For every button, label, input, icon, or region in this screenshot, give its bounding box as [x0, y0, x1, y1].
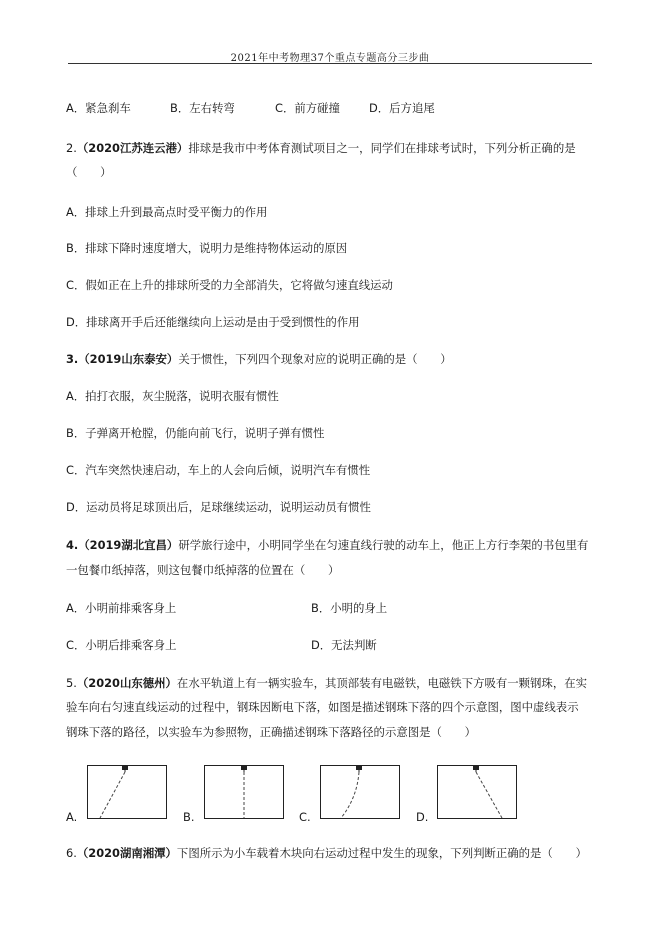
header-divider	[68, 63, 592, 64]
q2-option-b: B．排球下降时速度增大，说明力是维持物体运动的原因	[66, 241, 348, 255]
q1-option-a: A．紧急刹车	[66, 101, 131, 115]
drop-path-d	[476, 772, 502, 818]
q5-number: 5.	[66, 676, 77, 690]
q2-source: （2020江苏连云港）	[76, 141, 189, 155]
q4-number: 4.	[66, 538, 79, 552]
q4-stem-text-1: 研学旅行途中，小明同学坐在匀速直线行驶的动车上，他正上方行李架的书包里有	[178, 538, 589, 552]
q1-option-c: C．前方碰撞	[275, 101, 340, 115]
q2-option-a: A．排球上升到最高点时受平衡力的作用	[66, 205, 268, 219]
q5-diagram-a	[87, 765, 167, 819]
q5-diagram-a-svg	[88, 766, 166, 818]
q3-option-a: A．拍打衣服，灰尘脱落，说明衣服有惯性	[66, 389, 279, 403]
electromagnet-a	[122, 766, 128, 770]
q2-stem-line	[66, 140, 576, 156]
q5-diagram-b	[204, 765, 284, 819]
q5-diagram-c-svg	[321, 766, 399, 818]
q3-stem-line	[66, 351, 452, 367]
q5-diagram-d	[437, 765, 517, 819]
q5-diagram-c	[320, 765, 400, 819]
q3-number: 3.	[66, 352, 79, 366]
q4-option-a: A．小明前排乘客身上	[66, 601, 177, 615]
q5-label-c: C.	[299, 810, 311, 824]
q5-diagram-d-svg	[438, 766, 516, 818]
q4-source: （2019湖北宜昌）	[78, 538, 179, 552]
q3-stem: 关于惯性，下列四个现象对应的说明正确的是（ ）	[178, 352, 452, 366]
electromagnet-b	[241, 766, 247, 770]
q4-stem-line-2: 一包餐巾纸掉落，则这包餐巾纸掉落的位置在（ ）	[66, 563, 340, 577]
drop-path-a	[100, 772, 125, 818]
q2-stem: 排球是我市中考体育测试项目之一，同学们在排球考试时，下列分析正确的是	[188, 141, 576, 155]
q4-option-b: B．小明的身上	[311, 601, 388, 615]
q5-label-b: B.	[183, 810, 195, 824]
q5-stem-text-1: 在水平轨道上有一辆实验车，其顶部装有电磁铁，电磁铁下方吸有一颗钢珠，在实	[176, 676, 587, 690]
q2-answer-blank: （ ）	[66, 165, 112, 179]
q2-option-d: D．排球离开手后还能继续向上运动是由于受到惯性的作用	[66, 315, 360, 329]
q5-stem-line-2: 验车向右匀速直线运动的过程中，钢珠因断电下落，如图是描述钢珠下落的四个示意图，图中虚线表示	[66, 700, 579, 714]
q6-stem: 下图所示为小车载着木块向右运动过程中发生的现象，下列判断正确的是（ ）	[176, 846, 587, 860]
q2-option-c: C．假如正在上升的排球所受的力全部消失，它将做匀速直线运动	[66, 278, 393, 292]
q6-stem-line	[66, 845, 587, 861]
q5-label-d: D.	[416, 810, 429, 824]
q4-stem-line-1	[66, 537, 588, 553]
q5-diagram-b-svg	[205, 766, 283, 818]
drop-path-c	[341, 772, 359, 818]
q5-label-a: A.	[66, 810, 78, 824]
q4-option-d: D．无法判断	[311, 638, 377, 652]
page-header: 2021年中考物理37个重点专题高分三步曲	[230, 53, 430, 64]
q5-stem-line-1	[66, 675, 587, 691]
q4-option-c: C．小明后排乘客身上	[66, 638, 177, 652]
electromagnet-c	[356, 766, 362, 770]
q3-option-b: B．子弹离开枪膛，仍能向前飞行，说明子弹有惯性	[66, 426, 325, 440]
q3-source: （2019山东泰安）	[78, 352, 179, 366]
q1-option-b: B．左右转弯	[170, 101, 235, 115]
q1-option-d: D．后方追尾	[369, 101, 435, 115]
electromagnet-d	[473, 766, 479, 770]
q3-option-d: D．运动员将足球顶出后，足球继续运动，说明运动员有惯性	[66, 500, 371, 514]
q6-number: 6.	[66, 846, 77, 860]
q2-number: 2.	[66, 141, 77, 155]
q3-option-c: C．汽车突然快速启动，车上的人会向后倾，说明汽车有惯性	[66, 463, 371, 477]
q5-source: （2020山东德州）	[76, 676, 177, 690]
q6-source: （2020湖南湘潭）	[76, 846, 177, 860]
q5-stem-line-3: 钢珠下落的路径，以实验车为参照物，正确描述钢珠下落路径的示意图是（ ）	[66, 725, 477, 739]
